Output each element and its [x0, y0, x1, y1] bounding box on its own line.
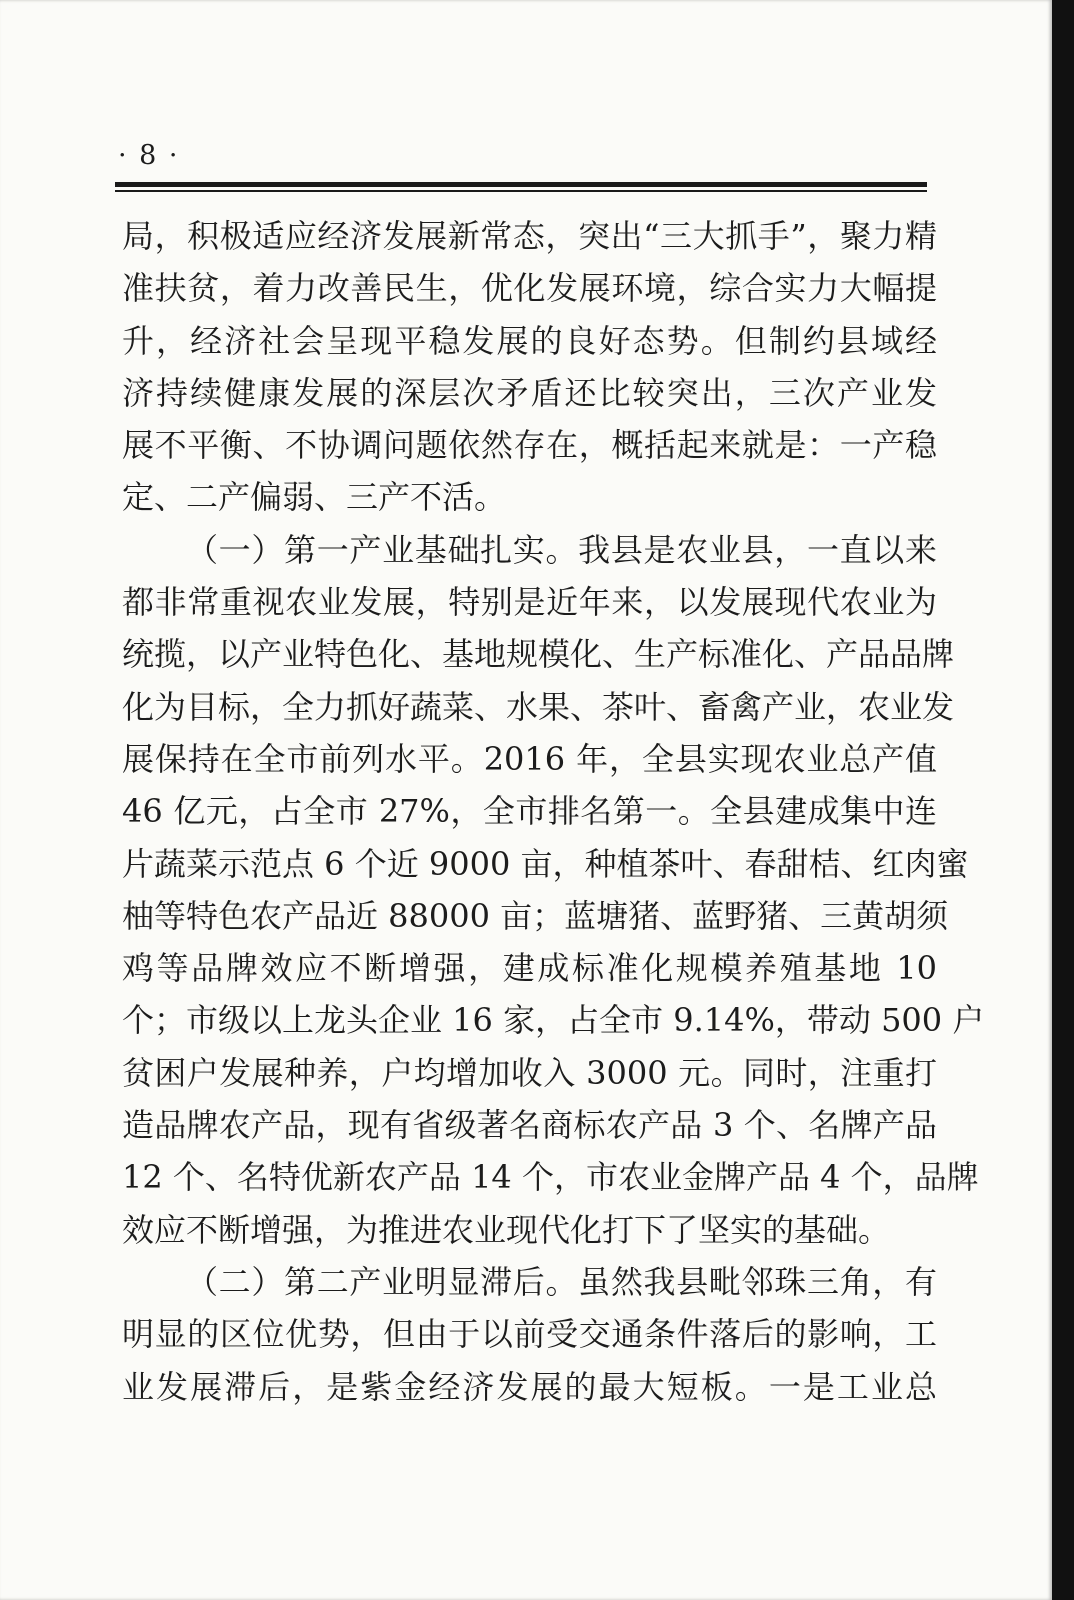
text-line: 展不平衡、不协调问题依然存在，概括起来就是：一产稳	[122, 426, 937, 465]
section-heading-line: （一）第一产业基础扎实。我县是农业县，一直以来	[186, 530, 937, 569]
text-line: 都非常重视农业发展，特别是近年来，以发展现代农业为	[122, 583, 937, 622]
text-line: 济持续健康发展的深层次矛盾还比较突出，三次产业发	[122, 373, 937, 412]
text-line: 定、二产偏弱、三产不活。	[122, 478, 507, 517]
body-text	[122, 210, 985, 1413]
page-number: · 8 ·	[118, 140, 180, 171]
text-line: 业发展滞后，是紫金经济发展的最大短板。一是工业总	[122, 1367, 937, 1406]
text-line: 升，经济社会呈现平稳发展的良好态势。但制约县域经	[122, 321, 937, 360]
text-line: 统揽，以产业特色化、基地规模化、生产标准化、产品品牌	[122, 635, 955, 674]
text-line: 效应不断增强，为推进农业现代化打下了坚实的基础。	[122, 1210, 891, 1249]
text-line: 46 亿元，占全市 27%，全市排名第一。全县建成集中连	[122, 792, 937, 831]
text-line: 个；市级以上龙头企业 16 家，占全市 9.14%，带动 500 户	[122, 1001, 985, 1040]
text-line: 明显的区位优势，但由于以前受交通条件落后的影响，工	[122, 1315, 937, 1354]
section-heading-line: （二）第二产业明显滞后。虽然我县毗邻珠三角，有	[186, 1262, 937, 1301]
text-line: 片蔬菜示范点 6 个近 9000 亩，种植茶叶、春甜桔、红肉蜜	[122, 844, 969, 883]
text-line: 局，积极适应经济发展新常态，突出“三大抓手”，聚力精	[122, 217, 937, 255]
text-line: 准扶贫，着力改善民生，优化发展环境，综合实力大幅提	[122, 269, 937, 308]
text-line: 化为目标，全力抓好蔬菜、水果、茶叶、畜禽产业，农业发	[122, 687, 955, 726]
text-line: 鸡等品牌效应不断增强，建成标准化规模养殖基地 10	[122, 949, 937, 988]
header-rule-thin	[115, 190, 927, 192]
header-rule-thick	[115, 182, 927, 187]
text-line: 柚等特色农产品近 88000 亩；蓝塘猪、蓝野猪、三黄胡须	[122, 896, 949, 935]
text-line: 贫困户发展种养，户均增加收入 3000 元。同时，注重打	[122, 1053, 937, 1092]
text-line: 造品牌农产品，现有省级著名商标农产品 3 个、名牌产品	[122, 1106, 937, 1145]
text-line: 展保持在全市前列水平。2016 年，全县实现农业总产值	[122, 739, 937, 778]
text-line: 12 个、名特优新农产品 14 个，市农业金牌产品 4 个，品牌	[122, 1158, 979, 1197]
